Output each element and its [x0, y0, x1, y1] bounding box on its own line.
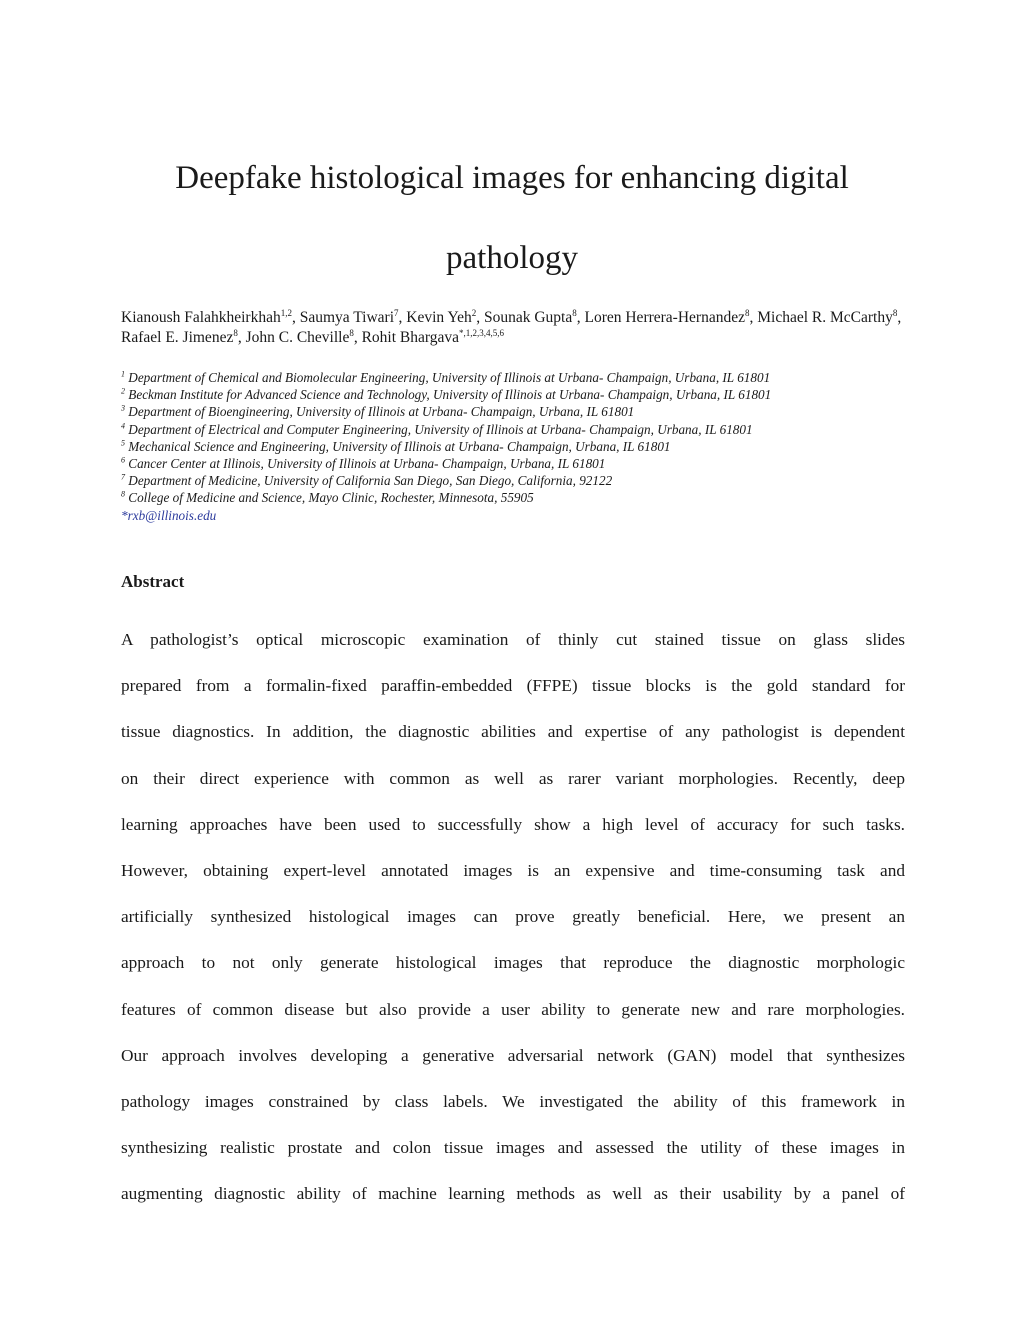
affiliation-number: 8 — [121, 490, 125, 500]
author-list — [121, 308, 911, 348]
author-affiliation-marker: 2 — [471, 307, 477, 318]
author-name: Sounak Gupta — [483, 309, 573, 326]
author-separator: , — [291, 309, 300, 326]
author-affiliation-marker: 8 — [572, 307, 577, 318]
title-line-1: Deepfake histological images for enhancing digital — [175, 160, 849, 196]
abstract-line: A pathologist’s optical microscopic examination of thinly cut stained tissue on glass slides — [121, 630, 905, 649]
affiliation-text: Beckman Institute for Advanced Science and Technology, University of Illinois at Urbana- Champaign, Urbana, IL 61801 — [125, 387, 772, 403]
author-separator: , — [749, 309, 758, 326]
affiliation-list — [121, 369, 921, 524]
abstract-line: prepared from a formalin-fixed paraffin-embedded (FFPE) tissue blocks is the gold standard for — [121, 676, 905, 696]
affiliation-number: 7 — [121, 472, 125, 482]
affiliation-number: 4 — [121, 421, 125, 431]
author-affiliation-marker: 8 — [892, 307, 898, 318]
affiliation-item — [121, 455, 921, 472]
author-name: John C. Cheville — [245, 329, 350, 346]
author-name: Kianoush Falahkheirkhah — [121, 309, 281, 326]
author-affiliation-marker: 8 — [744, 307, 750, 318]
author-affiliation-marker: 8 — [233, 327, 238, 338]
abstract-heading: Abstract — [121, 572, 185, 591]
affiliation-number: 1 — [121, 369, 125, 379]
author-name: Michael R. McCarthy — [757, 309, 893, 326]
abstract-line: artificially synthesized histological images can prove greatly beneficial. Here, we present an — [121, 907, 905, 927]
abstract-line: approach to not only generate histological images that reproduce the diagnostic morphologic — [121, 953, 905, 973]
author-separator: , — [897, 309, 902, 326]
author-name: Saumya Tiwari — [299, 309, 395, 326]
abstract-line: features of common disease but also provide a user ability to generate new and rare morphologies. — [121, 999, 905, 1019]
affiliation-text: Mechanical Science and Engineering, University of Illinois at Urbana- Champaign, Urbana, IL 61801 — [125, 438, 671, 454]
affiliation-item — [121, 472, 921, 489]
author-separator: , — [576, 309, 585, 326]
abstract-line: tissue diagnostics. In addition, the diagnostic abilities and expertise of any pathologist is dependent — [121, 722, 905, 742]
author-separator: , — [353, 329, 362, 346]
affiliation-number: 6 — [121, 455, 125, 465]
affiliation-item — [121, 489, 921, 506]
affiliation-text: Department of Bioengineering, University of Illinois at Urbana- Champaign, Urbana, IL 61801 — [125, 404, 635, 420]
affiliation-text: Department of Electrical and Computer Engineering, University of Illinois at Urbana- Champaign, Urbana, IL 61801 — [125, 421, 753, 437]
paper-title — [100, 138, 924, 298]
affiliation-text: Department of Chemical and Biomolecular Engineering, University of Illinois at Urbana- Champaign, Urbana, IL 61801 — [125, 370, 771, 385]
author-name: Loren Herrera-Hernandez — [584, 309, 745, 326]
affiliation-item — [121, 386, 921, 403]
affiliation-number: 5 — [121, 438, 125, 448]
author-separator: , — [398, 309, 407, 326]
affiliation-text: Department of Medicine, University of California San Diego, San Diego, California, 92122 — [125, 473, 613, 489]
abstract-line: augmenting diagnostic ability of machine learning methods as well as their usability by a panel of — [121, 1184, 905, 1204]
author-name: Rohit Bhargava — [361, 329, 460, 346]
affiliation-number: 2 — [121, 386, 125, 396]
abstract-line: However, obtaining expert-level annotated images is an expensive and time-consuming task and — [121, 861, 905, 881]
affiliation-item — [121, 438, 921, 455]
author-affiliation-marker: 1,2 — [280, 307, 292, 318]
author-name: Kevin Yeh — [406, 309, 472, 326]
author-name: Rafael E. Jimenez — [121, 329, 234, 346]
author-separator: , — [237, 329, 246, 346]
corresponding-email-link[interactable]: *rxb@illinois.edu — [121, 507, 217, 523]
title-line-2: pathology — [446, 240, 578, 276]
author-separator: , — [476, 309, 484, 326]
abstract-line: learning approaches have been used to successfully show a high level of accuracy for such tasks. — [121, 814, 905, 834]
affiliation-item — [121, 403, 921, 420]
affiliation-text: Cancer Center at Illinois, University of Illinois at Urbana- Champaign, Urbana, IL 61801 — [125, 456, 606, 472]
author-affiliation-marker: *,1,2,3,4,5,6 — [459, 327, 505, 338]
abstract-line: pathology images constrained by class labels. We investigated the ability of this framework in — [121, 1092, 905, 1112]
abstract-line: Our approach involves developing a generative adversarial network (GAN) model that synthesizes — [121, 1045, 905, 1065]
author-affiliation-marker: 8 — [349, 327, 354, 338]
affiliation-text: College of Medicine and Science, Mayo Clinic, Rochester, Minnesota, 55905 — [125, 490, 534, 506]
author-affiliation-marker: 7 — [394, 307, 399, 318]
abstract-line: synthesizing realistic prostate and colon tissue images and assessed the utility of these images in — [121, 1138, 905, 1158]
affiliation-item — [121, 369, 921, 386]
abstract-line: on their direct experience with common as well as rarer variant morphologies. Recently, deep — [121, 768, 905, 788]
abstract-body — [121, 617, 905, 1218]
affiliation-number: 3 — [121, 404, 125, 414]
affiliation-item — [121, 421, 921, 438]
